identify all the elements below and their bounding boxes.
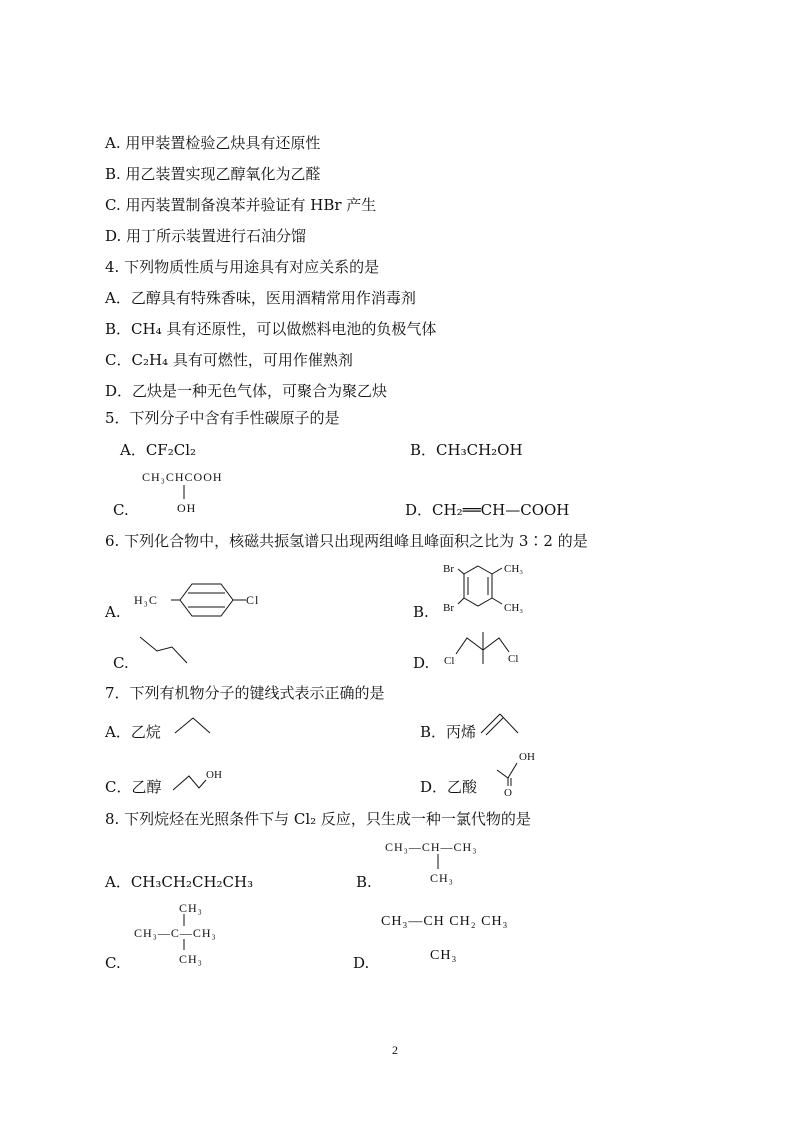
q5-option-b: B．CH₃CH₂OH bbox=[410, 441, 523, 459]
q4-option-d: D．乙炔是一种无色气体，可聚合为聚乙炔 bbox=[105, 382, 388, 400]
q6-option-d-cl-right: Cl bbox=[508, 653, 519, 665]
q4-option-c: C．C₂H₄ 具有可燃性，可用作催熟剂 bbox=[105, 351, 353, 369]
q8-option-a: A．CH₃CH₂CH₂CH₃ bbox=[105, 873, 254, 891]
page-number: 2 bbox=[392, 1043, 398, 1057]
q5-option-a: A．CF₂Cl₂ bbox=[120, 441, 197, 459]
q8-option-c-bottom: CH₃ bbox=[179, 952, 203, 966]
q6-option-c-label: C. bbox=[113, 654, 129, 672]
q3-option-d: D. 用丁所示装置进行石油分馏 bbox=[105, 227, 307, 245]
q7-option-d: D．乙酸 bbox=[420, 778, 478, 796]
q6-stem: 6. 下列化合物中，核磁共振氢谱只出现两组峰且峰面积之比为 3∶2 的是 bbox=[105, 532, 588, 550]
q8-option-b-label: B. bbox=[356, 873, 372, 891]
q6-option-b-br-top: Br bbox=[443, 563, 454, 575]
q7-stem: 7．下列有机物分子的键线式表示正确的是 bbox=[105, 684, 385, 702]
q8-stem: 8. 下列烷烃在光照条件下与 Cl₂ 反应，只生成一种一氯代物的是 bbox=[105, 810, 531, 828]
q6-option-a-label: A. bbox=[105, 603, 121, 621]
q7-option-d-o: O bbox=[504, 787, 512, 799]
q5-option-c-formula: CH₃CHCOOH bbox=[142, 470, 223, 484]
q8-option-c-mid: CH₃—C—CH₃ bbox=[134, 926, 217, 940]
q6-option-a-h3c: H₃C bbox=[134, 593, 158, 607]
q7-option-a: A．乙烷 bbox=[105, 723, 161, 741]
q6-option-d-cl-left: Cl bbox=[444, 655, 455, 667]
q8-option-d-branch: CH₃ bbox=[430, 948, 458, 963]
q7-option-b: B．丙烯 bbox=[420, 723, 477, 741]
q5-option-d: D．CH₂══CH—COOH bbox=[405, 501, 570, 519]
q5-stem: 5．下列分子中含有手性碳原子的是 bbox=[105, 409, 340, 427]
q3-option-a: A. 用甲装置检验乙炔具有还原性 bbox=[105, 134, 321, 152]
q6-option-b-ch3-top: CH₃ bbox=[504, 563, 524, 575]
q3-option-b: B. 用乙装置实现乙醇氧化为乙醛 bbox=[105, 165, 321, 183]
q8-option-b-chain: CH₃—CH—CH₃ bbox=[385, 840, 478, 854]
q5-option-c-label: C. bbox=[113, 501, 129, 519]
q6-option-a-cl: Cl bbox=[246, 593, 260, 607]
q8-option-d-label: D. bbox=[353, 954, 370, 972]
q7-option-c-oh: OH bbox=[206, 769, 222, 781]
q6-option-d-label: D. bbox=[413, 654, 430, 672]
q4-option-a: A．乙醇具有特殊香味，医用酒精常用作消毒剂 bbox=[105, 289, 416, 307]
q5-option-c-oh: OH bbox=[177, 501, 197, 515]
q3-option-c: C. 用丙装置制备溴苯并验证有 HBr 产生 bbox=[105, 196, 377, 214]
q4-option-b: B．CH₄ 具有还原性，可以做燃料电池的负极气体 bbox=[105, 320, 437, 338]
q8-option-d-chain: CH₃—CH CH₂ CH₃ bbox=[381, 914, 509, 929]
q6-option-b-label: B. bbox=[413, 603, 429, 621]
q8-option-c-top: CH₃ bbox=[179, 901, 203, 915]
q4-stem: 4. 下列物质性质与用途具有对应关系的是 bbox=[105, 258, 380, 276]
q6-option-b-ch3-bottom: CH₃ bbox=[504, 602, 524, 614]
q7-option-d-oh: OH bbox=[519, 751, 535, 763]
q6-option-b-br-bottom: Br bbox=[443, 602, 454, 614]
q8-option-b-branch: CH₃ bbox=[430, 871, 454, 885]
q7-option-c: C．乙醇 bbox=[105, 778, 162, 796]
q8-option-c-label: C. bbox=[105, 954, 121, 972]
